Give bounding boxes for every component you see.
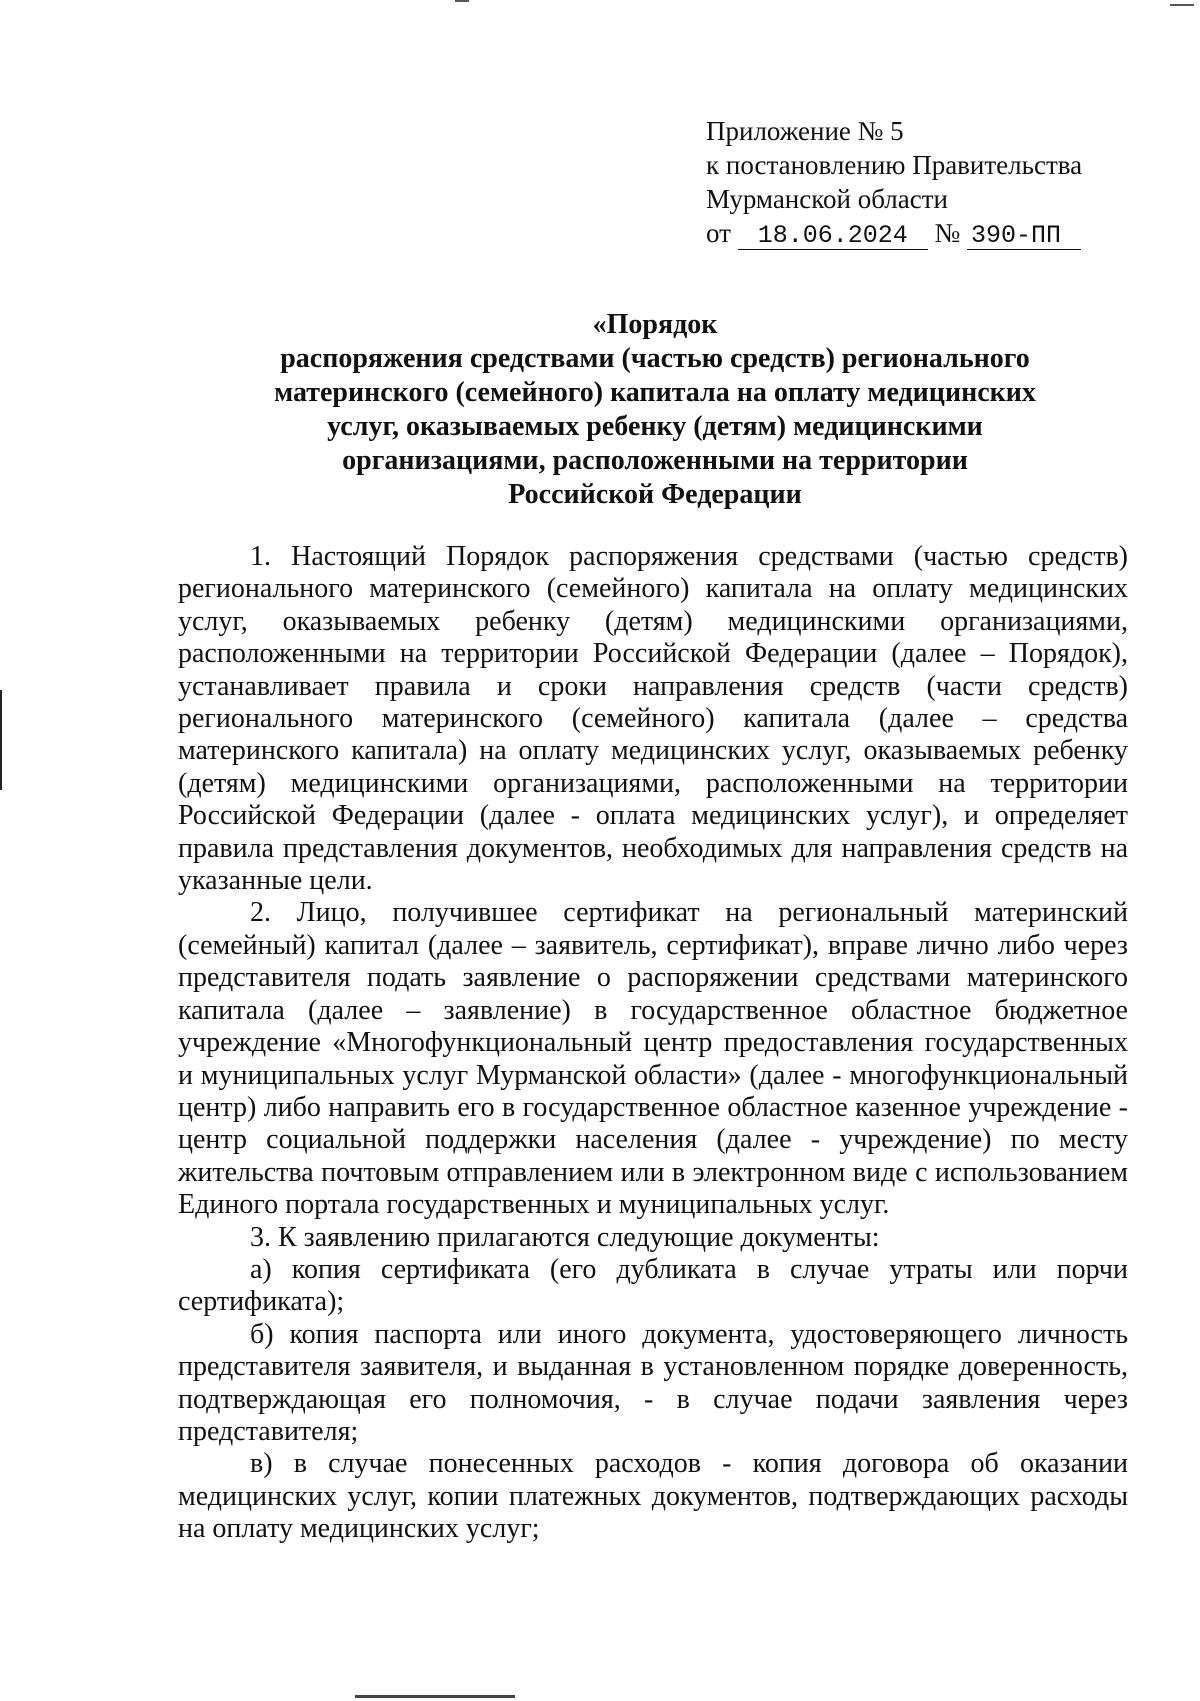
scan-artifact-top [455,0,469,2]
paragraph-2: 2. Лицо, получившее сертификат на региональный материнский (семейный) капитал (далее – заявитель, сертификат), вправе лично либо через представителя подать заявление о распоряжении средствами материнского капитала (далее – заявление) в государственное областное бюджетное учреждение «Многофункциональный центр предоставления государственных и муниципальных услуг Мурманской области» (далее - многофункциональный центр) либо направить его в государственное областное казенное учреждение - центр социальной поддержки населения (далее - учреждение) по месту жительства почтовым отправлением или в электронном виде с использованием Единого портала государственных и муниципальных услуг. [178,897,1128,1221]
title-line: материнского (семейного) капитала на оплату медицинских [274,377,1036,408]
decree-number: 390-ПП [967,223,1081,250]
title-line: распоряжения средствами (частью средств) регионального [280,343,1030,374]
paragraph-1: 1. Настоящий Порядок распоряжения средствами (частью средств) регионального материнского (семейного) капитала на оплату медицинских услуг, оказываемых ребенку (детям) медицинскими организациями, расположенными на территории Российской Федерации (далее – Порядок), устанавливает правила и сроки направления средств (части средств) регионального материнского (семейного) капитала (далее – средства материнского капитала) на оплату медицинских услуг, оказываемых ребенку (детям) медицинскими организациями, расположенными на территории Российской Федерации (далее - оплата медицинских услуг), и определяет правила представления документов, необходимых для направления средств на указанные цели. [178,541,1128,897]
title-line: услуг, оказываемых ребенку (детям) медицинскими [327,411,983,442]
document-body [178,541,1128,1546]
title-line: организациями, расположенными на территории [342,445,968,476]
title-line: Российской Федерации [508,479,802,510]
paragraph-3: 3. К заявлению прилагаются следующие документы: [250,1221,880,1253]
appendix-date-number-line [706,216,1146,250]
document-title [230,308,1080,512]
appendix-reference: к постановлению Правительства [706,150,1083,180]
appendix-number: Приложение № 5 [706,116,904,146]
date-prefix: от [706,218,731,248]
appendix-region: Мурманской области [706,184,948,214]
decree-date: 18.06.2024 [738,223,928,250]
paragraph-3c: в) в случае понесенных расходов - копия договора об оказании медицинских услуг, копии платежных документов, подтверждающих расходы на оплату медицинских услуг; [178,1448,1128,1545]
scan-artifact-top-right [1170,4,1194,6]
paragraph-3a: а) копия сертификата (его дубликата в случае утраты или порчи сертификата); [178,1253,1128,1318]
appendix-header [706,114,1146,250]
scan-artifact-bottom [355,1695,515,1698]
paragraph-3b: б) копия паспорта или иного документа, удостоверяющего личность представителя заявителя, и выданная в установленном порядке доверенность, подтверждающая его полномочия, - в случае подачи заявления через представителя; [178,1318,1128,1447]
number-prefix: № [934,218,961,248]
title-line: «Порядок [592,309,718,340]
scan-artifact-left-edge [0,690,2,790]
